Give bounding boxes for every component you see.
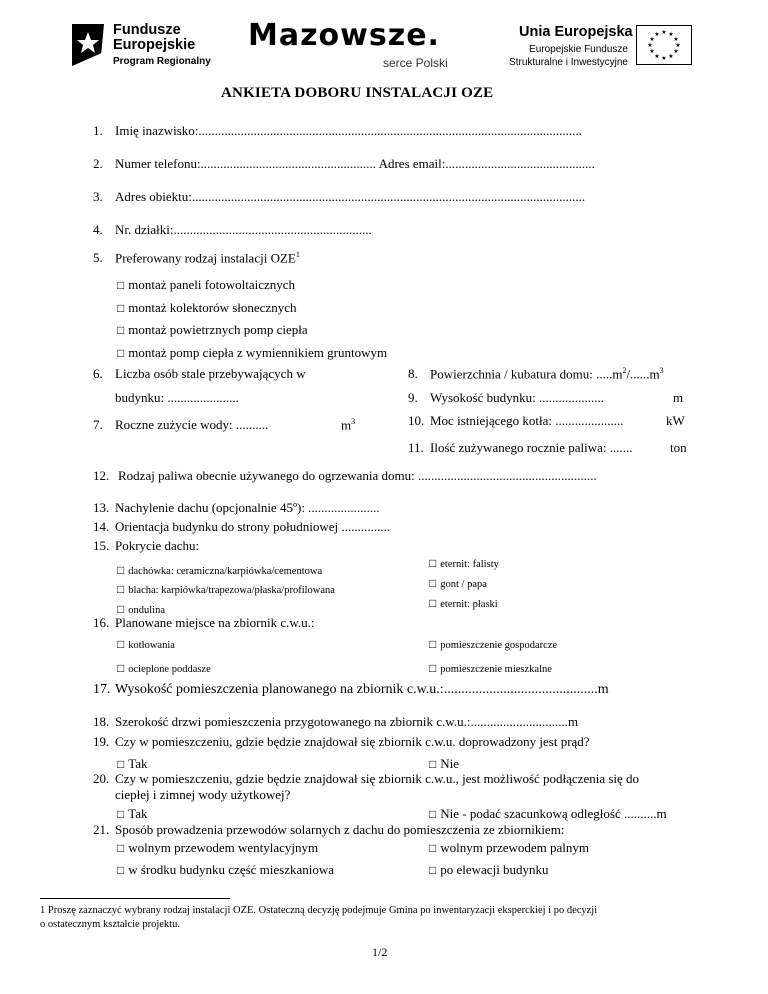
svg-text:★: ★ (654, 31, 660, 38)
checkbox-icon[interactable]: □ (117, 323, 125, 337)
page-title: ANKIETA DOBORU INSTALACJI OZE (221, 85, 494, 101)
question-text: Adres obiektu:......................................................................................................................... (115, 189, 586, 204)
question-text: Pokrycie dachu: (115, 538, 200, 553)
question-text: Imię inazwisko:...................................................................................................................... (115, 123, 582, 138)
question-text: Ilość zużywanego rocznie paliwa: ....... (430, 440, 633, 455)
question-number: 1. (93, 123, 103, 138)
question-11[interactable] (408, 440, 633, 456)
ue-title: Unia Europejska (519, 24, 633, 40)
option-label: ondulina (128, 605, 165, 616)
svg-text:★: ★ (673, 36, 679, 43)
question-text: Moc istniejącego kotła: ..................... (430, 413, 624, 428)
q11-unit: ton (670, 440, 687, 455)
option-label: Nie (440, 756, 460, 771)
checkbox-icon[interactable]: □ (117, 757, 125, 771)
option-label: po elewacji budynku (440, 862, 549, 877)
question-text: Liczba osób stale przebywających w (115, 366, 306, 381)
q10-unit: kW (666, 413, 685, 428)
option-label: wolnym przewodem wentylacyjnym (128, 840, 319, 855)
question-number: 11. (408, 440, 424, 455)
question-number: 7. (93, 417, 103, 432)
question-text: Szerokość drzwi pomieszczenia przygotowanego na zbiornik c.w.u.:..............................m (115, 714, 579, 729)
question-number: 12. (93, 468, 110, 483)
option-label: Nie - podać szacunkową odległość ..........m (440, 806, 667, 821)
checkbox-icon[interactable]: □ (117, 841, 125, 855)
checkbox-icon[interactable]: □ (429, 807, 437, 821)
q9-unit: m (673, 390, 684, 405)
checkbox-icon[interactable]: □ (429, 576, 437, 590)
ue-sub1: Europejskie Fundusze (529, 44, 628, 55)
unit: m (341, 417, 352, 433)
option-label: montaż powietrznych pomp ciepła (128, 322, 308, 337)
option-label: w środku budynku część mieszkaniowa (128, 862, 335, 877)
question-text: Powierzchnia / kubatura domu: .....m (430, 366, 623, 382)
question-number: 19. (93, 734, 110, 749)
question-10[interactable] (408, 413, 624, 429)
question-text: Roczne zużycie wody: .......... (115, 417, 269, 432)
q16-option-left-1[interactable] (117, 637, 175, 652)
question-20-line2: ciepłej i zimnej wody użytkowej? (115, 787, 291, 802)
checkbox-icon[interactable]: □ (117, 346, 125, 360)
q7-unit (341, 417, 355, 433)
question-13[interactable] (93, 500, 380, 516)
checkbox-icon[interactable]: □ (117, 301, 125, 315)
checkbox-icon[interactable]: □ (429, 841, 437, 855)
fe-line2: Europejskie (113, 37, 196, 53)
footnote-line1: 1 Proszę zaznaczyć wybrany rodzaj instalacji OZE. Ostateczną decyzję podejmuje Gmina po inwentaryzacji eksperckiej i po decyzji (40, 905, 598, 916)
q15-option-left-2[interactable] (117, 582, 335, 597)
option-label: montaż paneli fotowoltaicznych (128, 277, 296, 292)
question-17[interactable] (93, 682, 609, 698)
question-number: 13. (93, 500, 110, 515)
checkbox-icon[interactable]: □ (429, 637, 437, 651)
question-text: Sposób prowadzenia przewodów solarnych z dachu do pomieszczenia ze zbiornikiem: (115, 822, 565, 837)
question-6[interactable] (93, 366, 306, 382)
question-19 (93, 734, 590, 750)
q5-option-1[interactable] (117, 277, 295, 293)
checkbox-icon[interactable]: □ (117, 278, 125, 292)
option-label: gont / papa (440, 579, 487, 590)
option-label: Tak (128, 806, 148, 821)
ue-sub2: Strukturalne i Inwestycyjne (509, 57, 628, 68)
question-3[interactable] (93, 189, 585, 205)
fe-line3: Program Regionalny (113, 56, 211, 67)
option-label: eternit: płaski (440, 599, 498, 610)
question-2[interactable] (93, 156, 595, 172)
question-text: Nr. działki:............................................................. (115, 222, 372, 237)
checkbox-icon[interactable]: □ (117, 602, 125, 616)
fe-flag-icon (70, 22, 106, 68)
checkbox-icon[interactable]: □ (117, 807, 125, 821)
q15-option-right-1[interactable] (429, 556, 499, 571)
q19-option-no[interactable] (429, 756, 459, 772)
question-18[interactable] (93, 714, 578, 730)
question-20 (93, 771, 639, 787)
checkbox-icon[interactable]: □ (429, 757, 437, 771)
question-text: Numer telefonu:...................................................... Adres email:.............................................. (115, 156, 595, 171)
eu-flag-icon (636, 25, 692, 65)
question-text: Czy w pomieszczeniu, gdzie będzie znajdował się zbiornik c.w.u., jest możliwość podłączenia się do (115, 771, 640, 786)
question-21 (93, 822, 564, 838)
question-6-line2: budynku: ...................... (115, 390, 239, 405)
mazowsze-tagline: serce Polski (383, 56, 448, 70)
question-5 (93, 250, 300, 266)
option-label: montaż pomp ciepła z wymiennikiem gruntowym (128, 345, 388, 360)
checkbox-icon[interactable]: □ (429, 556, 437, 570)
q19-option-yes[interactable] (117, 756, 148, 772)
question-text: Preferowany rodzaj instalacji OZE (115, 250, 296, 266)
q21-option-right-1[interactable] (429, 840, 589, 856)
option-label: montaż kolektorów słonecznych (128, 300, 297, 315)
q5-option-3[interactable] (117, 322, 308, 338)
footnote-ref: 1 (295, 250, 300, 259)
question-number: 15. (93, 538, 110, 553)
question-number: 14. (93, 519, 110, 534)
q5-option-2[interactable] (117, 300, 296, 316)
page-number: 1/2 (372, 945, 388, 959)
checkbox-icon[interactable]: □ (429, 863, 437, 877)
q20-option-yes[interactable] (117, 806, 148, 822)
question-text: Wysokość budynku: .................... (430, 390, 604, 405)
question-number: 5. (93, 250, 103, 266)
question-text: Rodzaj paliwa obecnie używanego do ogrzewania domu: ....................................................... (118, 468, 597, 483)
fe-line1: Fundusze (113, 22, 181, 38)
question-number: 3. (93, 189, 103, 204)
question-7[interactable] (93, 417, 268, 433)
option-label: Tak (128, 756, 148, 771)
option-label: wolnym przewodem palnym (440, 840, 589, 855)
checkbox-icon[interactable]: □ (117, 863, 125, 877)
question-text: Wysokość pomieszczenia planowanego na zbiornik c.w.u.:............................................m (115, 682, 609, 697)
question-number: 2. (93, 156, 103, 171)
question-number: 8. (408, 366, 418, 382)
question-4[interactable] (93, 222, 372, 238)
q16-option-right-2[interactable] (429, 661, 552, 676)
question-text-mid: /......m (626, 366, 660, 382)
svg-text:★: ★ (668, 31, 674, 38)
question-number: 18. (93, 714, 110, 729)
option-label: pomieszczenie mieszkalne (440, 664, 552, 675)
svg-text:★: ★ (673, 48, 679, 55)
checkbox-icon[interactable]: □ (429, 661, 437, 675)
question-text: Nachylenie dachu (opcjonalnie 45º): ...................... (115, 500, 380, 515)
question-number: 21. (93, 822, 110, 837)
svg-text:★: ★ (675, 42, 681, 49)
svg-text:★: ★ (661, 29, 667, 36)
footnote-divider (40, 898, 230, 899)
question-14[interactable] (93, 519, 390, 535)
checkbox-icon[interactable]: □ (117, 637, 125, 651)
q21-option-left-1[interactable] (117, 840, 318, 856)
q15-option-right-3[interactable] (429, 596, 498, 611)
question-16 (93, 615, 315, 631)
checkbox-icon[interactable]: □ (117, 563, 125, 577)
checkbox-icon[interactable]: □ (117, 661, 125, 675)
unit-sup: 2 (622, 366, 627, 375)
q15-option-right-2[interactable] (429, 576, 487, 591)
question-number: 4. (93, 222, 103, 237)
question-12[interactable] (93, 468, 597, 484)
question-1[interactable] (93, 123, 582, 139)
q21-option-left-2[interactable] (117, 862, 334, 878)
question-text: Orientacja budynku do strony południowej ............... (115, 519, 391, 534)
svg-text:★: ★ (668, 53, 674, 60)
svg-text:★: ★ (654, 53, 660, 60)
unit-sup: 3 (351, 417, 356, 426)
svg-text:★: ★ (647, 42, 653, 49)
unit-sup: 3 (659, 366, 664, 375)
q20-option-no[interactable] (429, 806, 667, 822)
question-number: 17. (93, 682, 111, 697)
question-number: 9. (408, 390, 418, 405)
option-label: blacha: karpiówka/trapezowa/płaska/profilowana (128, 585, 335, 596)
question-number: 20. (93, 771, 110, 786)
option-label: kotłowania (128, 640, 175, 651)
footnote-line2: o ostatecznym kształcie projektu. (40, 919, 180, 930)
q21-option-right-2[interactable] (429, 862, 549, 878)
question-8[interactable] (408, 366, 664, 382)
q5-option-4[interactable] (117, 345, 387, 361)
mazowsze-wordmark: Mazowsze. (248, 18, 440, 53)
svg-text:★: ★ (661, 55, 667, 62)
svg-text:★: ★ (649, 36, 655, 43)
option-label: eternit: falisty (440, 559, 499, 570)
option-label: pomieszczenie gospodarcze (440, 640, 558, 651)
question-9[interactable] (408, 390, 604, 406)
question-15 (93, 538, 199, 554)
question-number: 16. (93, 615, 110, 630)
question-text: Planowane miejsce na zbiornik c.w.u.: (115, 615, 315, 630)
option-label: ocieplone poddasze (128, 664, 211, 675)
question-text: Czy w pomieszczeniu, gdzie będzie znajdował się zbiornik c.w.u. doprowadzony jest prąd? (115, 734, 590, 749)
option-label: dachówka: ceramiczna/karpiówka/cementowa (128, 566, 323, 577)
q16-option-right-1[interactable] (429, 637, 557, 652)
checkbox-icon[interactable]: □ (429, 596, 437, 610)
question-number: 6. (93, 366, 103, 381)
question-number: 10. (408, 413, 425, 428)
q15-option-left-1[interactable] (117, 563, 322, 578)
checkbox-icon[interactable]: □ (117, 582, 125, 596)
svg-text:★: ★ (649, 48, 655, 55)
q16-option-left-2[interactable] (117, 661, 211, 676)
